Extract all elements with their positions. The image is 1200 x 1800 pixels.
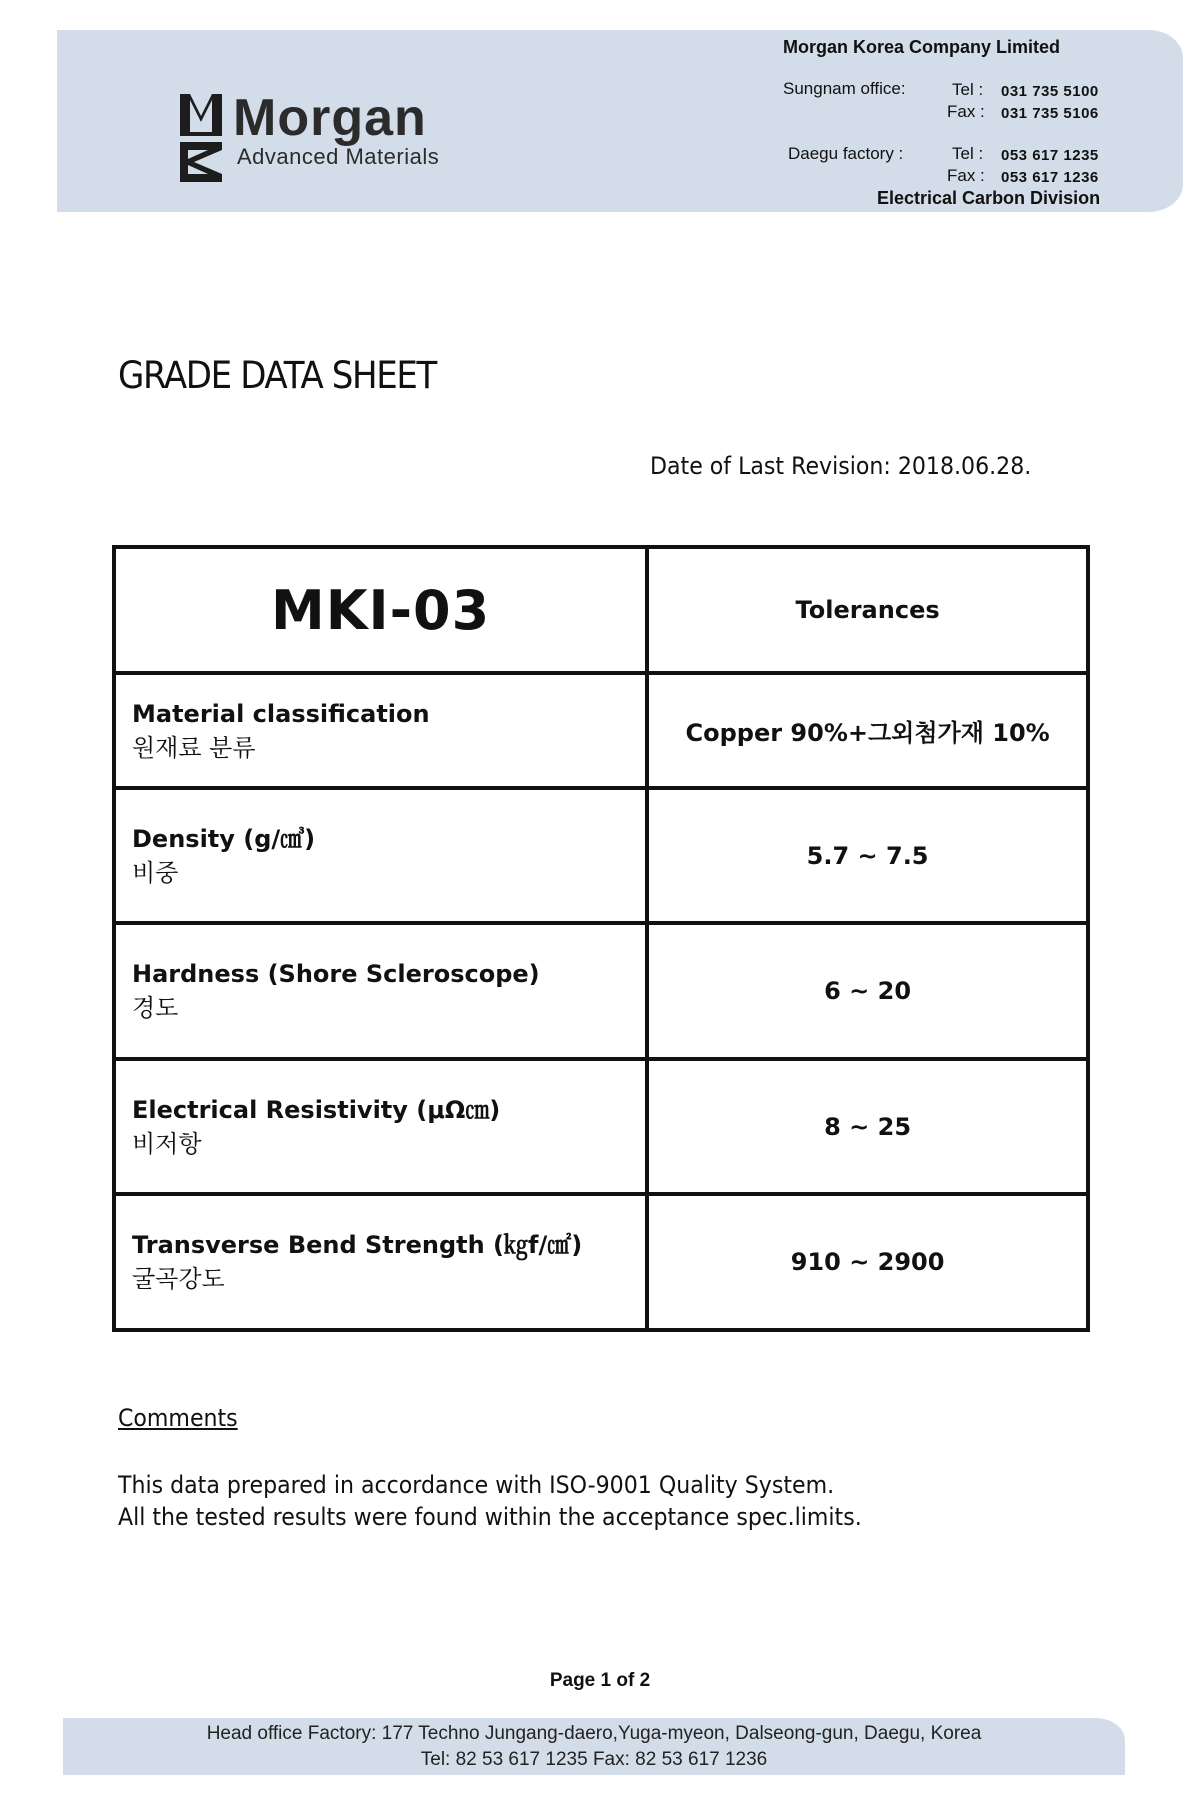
daegu-fax-label: Fax : — [947, 166, 985, 185]
footer-contact: Tel: 82 53 617 1235 Fax: 82 53 617 1236 — [420, 1749, 768, 1770]
daegu-fax: 053 617 1236 — [1001, 169, 1099, 186]
sungnam-fax: 031 735 5106 — [1001, 105, 1099, 122]
daegu-tel: 053 617 1235 — [1001, 147, 1099, 164]
tolerance-value: Copper 90%+그외첨가재 10% — [647, 673, 1088, 788]
sungnam-tel-label: Tel : — [952, 80, 984, 99]
brand-subtitle: Advanced Materials — [237, 144, 440, 169]
comment-line: All the tested results were found within the acceptance spec.limits. — [118, 1503, 862, 1531]
table-row — [114, 788, 1088, 923]
sungnam-office-label: Sungnam office: — [783, 79, 906, 98]
property-name-ko: 굴곡강도 — [132, 1265, 225, 1293]
property-name-ko: 비저항 — [132, 1129, 202, 1158]
property-cell — [114, 923, 647, 1059]
footer-address: Head office Factory: 177 Techno Jungang-daero,Yuga-myeon, Dalseong-gun, Daegu, Korea — [206, 1723, 982, 1744]
property-cell — [114, 788, 647, 923]
tolerance-value: 910 ~ 2900 — [647, 1194, 1088, 1330]
property-name-en: Material classification — [132, 699, 430, 728]
company-name: Morgan Korea Company Limited — [783, 37, 1061, 57]
page-title: GRADE DATA SHEET — [118, 354, 436, 397]
property-name-en: Electrical Resistivity (μΩ㎝) — [132, 1095, 501, 1124]
comments-heading: Comments — [118, 1404, 238, 1432]
property-cell — [114, 1194, 647, 1330]
grade-code: MKI-03 — [114, 547, 647, 673]
tolerance-value: 8 ~ 25 — [647, 1059, 1088, 1194]
table-row — [114, 673, 1088, 788]
property-name-en: Hardness (Shore Scleroscope) — [132, 960, 540, 988]
tolerance-value: 6 ~ 20 — [647, 923, 1088, 1059]
brand-logo — [178, 89, 498, 182]
property-name-ko: 비중 — [132, 858, 179, 887]
revision-date: Date of Last Revision: 2018.06.28. — [650, 452, 1032, 480]
property-name-ko: 경도 — [132, 994, 179, 1022]
property-cell — [114, 1059, 647, 1194]
grade-data-table — [112, 545, 1090, 1332]
morgan-logo-icon — [178, 92, 224, 182]
table-row — [114, 923, 1088, 1059]
table-row — [114, 1194, 1088, 1330]
brand-name: Morgan — [233, 89, 427, 147]
property-name-en: Transverse Bend Strength (㎏f/㎠) — [132, 1231, 583, 1259]
table-row — [114, 1059, 1088, 1194]
division-name: Electrical Carbon Division — [877, 188, 1101, 208]
sungnam-tel: 031 735 5100 — [1001, 83, 1099, 100]
tolerances-header: Tolerances — [647, 547, 1088, 673]
property-name-ko: 원재료 분류 — [132, 733, 256, 762]
sungnam-fax-label: Fax : — [947, 102, 985, 121]
comment-line: This data prepared in accordance with ISO-9001 Quality System. — [118, 1471, 835, 1499]
property-cell — [114, 673, 647, 788]
daegu-factory-label: Daegu factory : — [788, 144, 904, 163]
page-number: Page 1 of 2 — [549, 1670, 651, 1691]
daegu-tel-label: Tel : — [952, 144, 984, 163]
footer-band — [63, 1718, 1125, 1775]
table-header-row — [114, 547, 1088, 673]
property-name-en: Density (g/㎤) — [132, 824, 316, 853]
tolerance-value: 5.7 ~ 7.5 — [647, 788, 1088, 923]
